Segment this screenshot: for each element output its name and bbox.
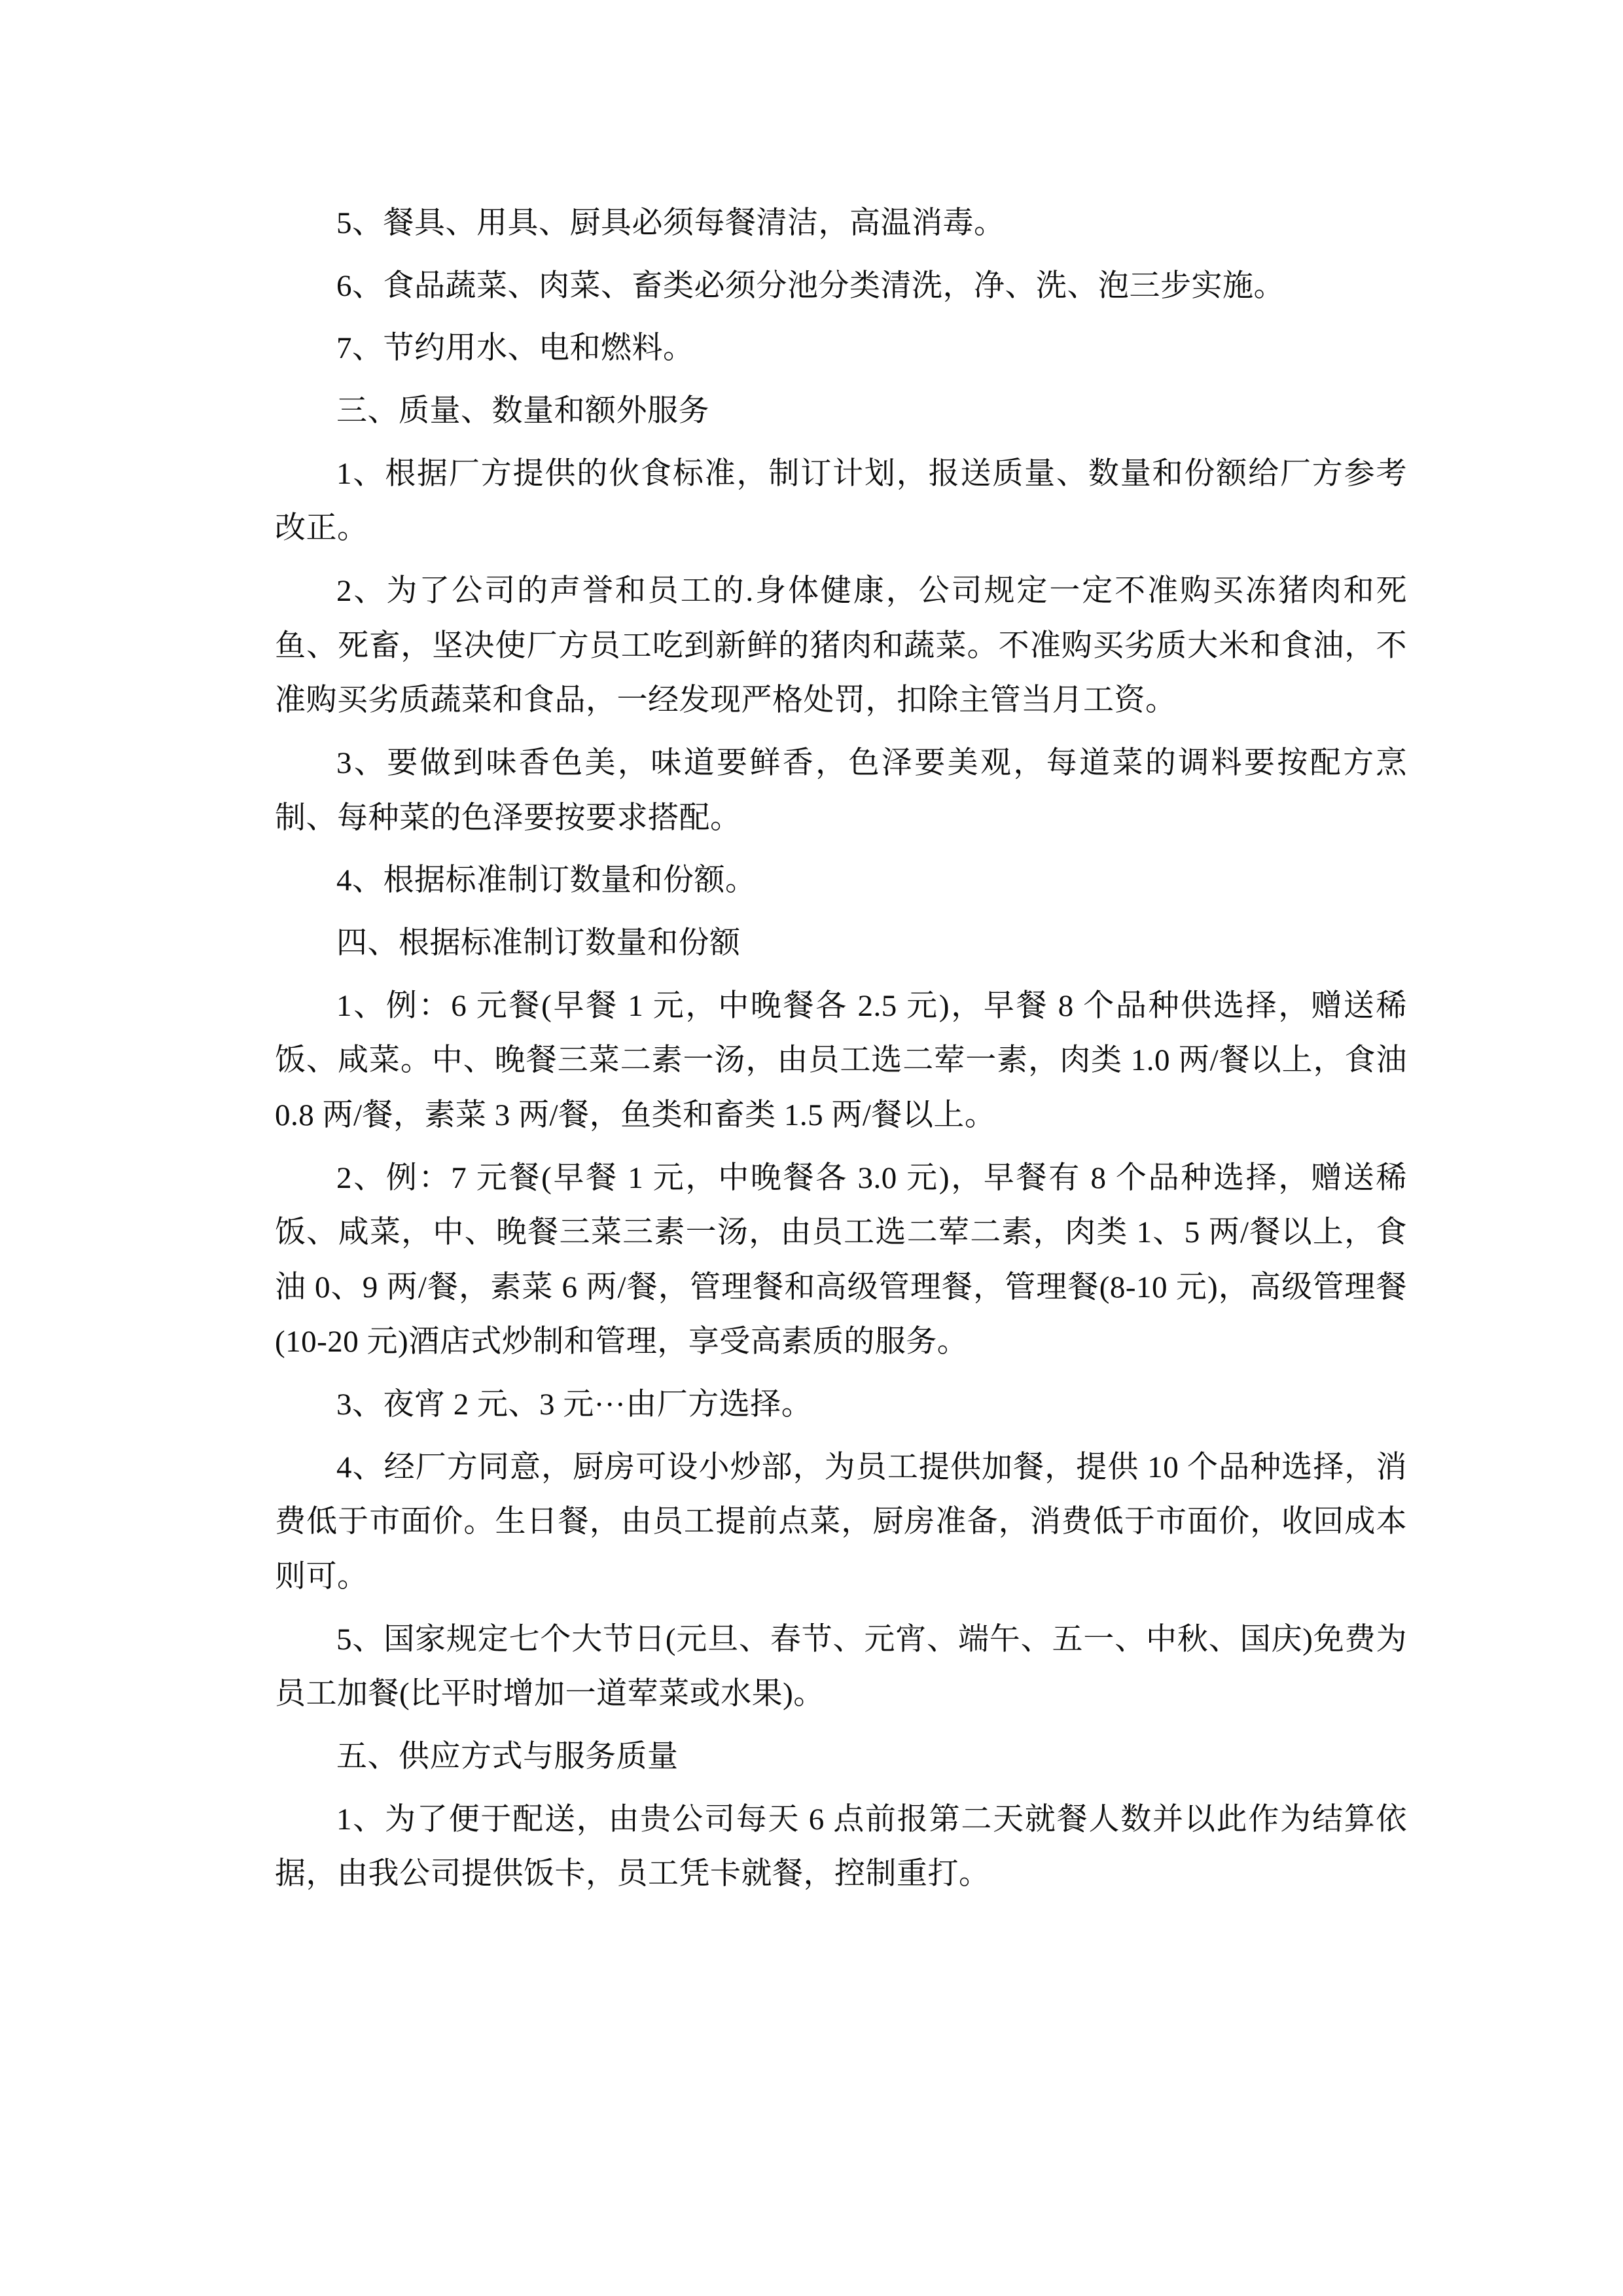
section-heading-four: 四、根据标准制订数量和份额 [336, 925, 741, 960]
section-heading-three: 三、质量、数量和额外服务 [336, 393, 709, 428]
paragraph-5-1-delivery: 1、为了便于配送，由贵公司每天 6 点前报第二天就餐人数并以此作为结算依据，由我公司提供饭卡，员工凭卡就餐，控制重打。 [275, 1802, 1407, 1892]
paragraph-3-1-plan: 1、根据厂方提供的伙食标准，制订计划，报送质量、数量和份额给厂方参考改正。 [275, 456, 1407, 546]
paragraph-3-3-taste: 3、要做到味香色美，味道要鲜香，色泽要美观，每道菜的调料要按配方烹制、每种菜的色泽要按要求搭配。 [275, 745, 1407, 835]
paragraph-6-washing: 6、食品蔬菜、肉菜、畜类必须分池分类清洗，净、洗、泡三步实施。 [336, 268, 1285, 303]
paragraph-4-3-supper: 3、夜宵 2 元、3 元···由厂方选择。 [336, 1388, 813, 1422]
paragraph-7-saving: 7、节约用水、电和燃料。 [336, 331, 694, 366]
paragraph-4-5-holiday: 5、国家规定七个大节日(元旦、春节、元宵、端午、五一、中秋、国庆)免费为员工加餐(比平时增加一道荤菜或水果)。 [275, 1622, 1407, 1712]
paragraph-5-tableware: 5、餐具、用具、厨具必须每餐清洁，高温消毒。 [336, 206, 1005, 240]
paragraph-4-4-extra: 4、经厂方同意，厨房可设小炒部，为员工提供加餐，提供 10 个品种选择，消费低于市面价。生日餐，由员工提前点菜，厨房准备，消费低于市面价，收回成本则可。 [275, 1450, 1407, 1594]
paragraph-4-1-six-yuan: 1、例：6 元餐(早餐 1 元，中晚餐各 2.5 元)，早餐 8 个品种供选择，赠送稀饭、咸菜。中、晚餐三菜二素一汤，由员工选二荤一素，肉类 1.0 两/餐以上，食油 0.8 两/餐，素菜 3 两/餐，鱼类和畜类 1.5 两/餐以上。 [275, 988, 1407, 1132]
paragraph-3-4-standard: 4、根据标准制订数量和份额。 [336, 863, 757, 898]
section-heading-five: 五、供应方式与服务质量 [336, 1740, 679, 1774]
document-body [275, 196, 1407, 1902]
paragraph-4-2-seven-yuan: 2、例：7 元餐(早餐 1 元，中晚餐各 3.0 元)，早餐有 8 个品种选择，赠送稀饭、咸菜，中、晚餐三菜三素一汤，由员工选二荤二素，肉类 1、5 两/餐以上，食油 0、9 两/餐，素菜 6 两/餐，管理餐和高级管理餐，管理餐(8-10 元)，高级管理餐(10-20 元)酒店式炒制和管理，享受高素质的服务。 [275, 1160, 1407, 1359]
paragraph-3-2-health: 2、为了公司的声誉和员工的.身体健康，公司规定一定不准购买冻猪肉和死鱼、死畜，坚决使厂方员工吃到新鲜的猪肉和蔬菜。不准购买劣质大米和食油，不准购买劣质蔬菜和食品，一经发现严格处罚，扣除主管当月工资。 [275, 573, 1407, 718]
